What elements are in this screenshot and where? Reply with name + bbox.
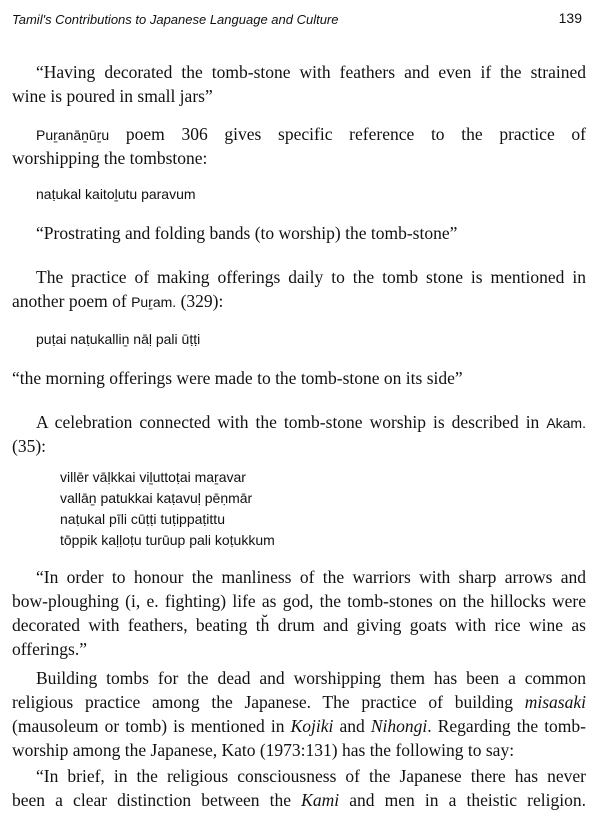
text-line: decorated with feathers, beating th̆ drum and giving goats with rice wine as: [12, 615, 586, 635]
text-line: “Prostrating and folding bands (to worship) the tomb-stone”: [36, 223, 458, 243]
book-title-nihongi: Nihongi: [370, 716, 428, 736]
transliteration-line: puṭai naṭukalliṉ nāḷ pali ūṭṭi: [36, 331, 201, 347]
book-title-kojiki: Kojiki: [290, 716, 334, 736]
quote-prostrating: [12, 221, 586, 245]
tamil-verse: [60, 467, 275, 551]
text-line: [12, 410, 586, 434]
verse-line: villēr vāḷkkai viḻuttoṭai maṟavar: [60, 469, 246, 485]
quote-kato: [12, 764, 586, 812]
text-line: “the morning offerings were made to the tomb-stone on its side”: [12, 368, 463, 388]
paragraph-puranannuru: [12, 122, 586, 170]
term-kami: Kami: [301, 790, 340, 810]
text-line: [12, 788, 586, 812]
verse-line: naṭukal pīli cūṭṭi tuṭippaṭittu: [60, 511, 225, 527]
text-line: (35):: [12, 436, 47, 456]
text-line: [12, 690, 586, 714]
text-fragment: A celebration connected with the tomb-stone worship is described in: [36, 412, 547, 432]
text-line: [12, 122, 586, 146]
running-header: [12, 10, 582, 32]
text-fragment: been a clear distinction between the: [12, 790, 302, 810]
text-line: worshipping the tombstone:: [12, 148, 208, 168]
tamil-work-name: Puṟam.: [131, 294, 177, 310]
tamil-work-name: Puṟanāṉūṟu: [36, 127, 110, 143]
text-fragment: (mausoleum or tomb) is mentioned in: [12, 716, 291, 736]
term-misasaki: misasaki: [524, 692, 586, 712]
quote-paragraph-feathers: [12, 60, 586, 108]
text-line: [12, 714, 586, 738]
text-line: wine is poured in small jars”: [12, 86, 213, 106]
text-line: bow-ploughing (i, e. fighting) life as god, the tomb-stones on the hillocks were: [12, 591, 586, 611]
text-line: “Having decorated the tomb-stone with feathers and even if the strained: [36, 62, 586, 82]
text-line: “In brief, in the religious consciousness of the Japanese there has never: [36, 766, 586, 786]
verse-line: vallāṉ patukkai kaṭavuḷ pēṇmār: [60, 490, 253, 506]
text-line: offerings.”: [12, 639, 87, 659]
text-line: “In order to honour the manliness of the warriors with sharp arrows and: [36, 567, 586, 587]
page-number: 139: [558, 10, 582, 26]
text-fragment: . Regarding the tomb-: [427, 716, 586, 736]
text-fragment: and: [333, 716, 371, 736]
text-fragment: (329):: [176, 291, 224, 311]
text-line: worship among the Japanese, Kato (1973:131) has the following to say:: [12, 740, 515, 760]
paragraph-celebration: [12, 410, 586, 458]
text-line: [12, 289, 586, 313]
tamil-work-name: Akam.: [546, 415, 586, 431]
text-fragment: and men in a theistic religion.: [339, 790, 586, 810]
text-line: Building tombs for the dead and worshipping them has been a common: [36, 668, 586, 688]
text-fragment: poem 306 gives specific reference to the practice of: [109, 124, 586, 144]
text-fragment: religious practice among the Japanese. The practice of building: [12, 692, 525, 712]
paragraph-japanese-tombs: [12, 666, 586, 762]
verse-line: tōppik kaḷḷoṭu turūup pali koṭukkum: [60, 532, 275, 548]
text-line: The practice of making offerings daily to the tomb stone is mentioned in: [36, 267, 586, 287]
running-title: Tamil's Contributions to Japanese Language and Culture: [12, 12, 339, 27]
quote-honour: [12, 565, 586, 661]
paragraph-offerings: [12, 265, 586, 313]
text-fragment: another poem of: [12, 291, 132, 311]
quote-morning-offerings: [12, 366, 586, 390]
transliteration-line: naṭukal kaitoḻutu paravum: [36, 186, 196, 202]
